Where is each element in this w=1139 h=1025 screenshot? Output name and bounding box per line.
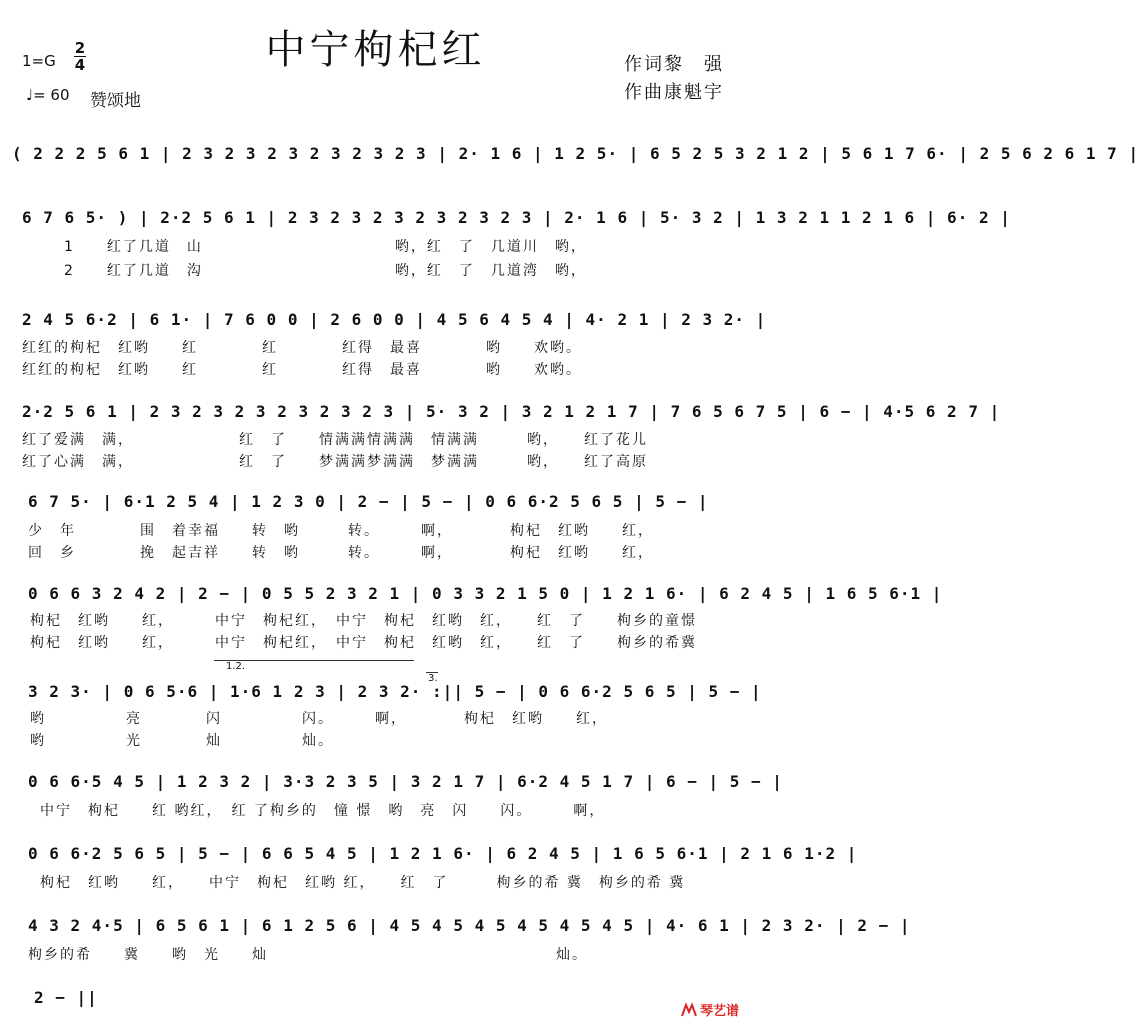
score-row-1-notes: ( 2 2 2 5 6 1 | 2 3 2 3 2 3 2 3 2 3 2 3 | 2· 1 6 | 1 2 5· | 6 5 2 5 3 2 1 2 | 5 6 1 7 6· | 2 5 6 2 6 1 7 |	[12, 144, 1139, 163]
score-row-5-notes: 6 7 5· | 6·1 2 5 4 | 1 2 3 0 | 2 − | 5 − | 0 6 6·2 5 6 5 | 5 − |	[28, 492, 709, 511]
time-top: 2	[74, 39, 86, 57]
score-row-4-lyrics-verse-1: 红了爱满 满， 红 了 情满满情满满 情满满 哟， 红了花儿	[22, 432, 648, 448]
score-row-2-lyrics-verse-2: 2 红了几道 沟 哟，红 了 几道湾 哟，	[64, 263, 587, 279]
lyricist-credit: 作词黎 强	[624, 54, 724, 75]
score-row-4-notes: 2·2 5 6 1 | 2 3 2 3 2 3 2 3 2 3 2 3 | 5· 3 2 | 3 2 1 2 1 7 | 7 6 5 6 7 5 | 6 − | 4·5 6 2 7 |	[22, 402, 1001, 421]
score-row-10-notes: 4 3 2 4·5 | 6 5 6 1 | 6 1 2 5 6 | 4 5 4 5 4 5 4 5 4 5 4 5 | 4· 6 1 | 2 3 2· | 2 − |	[28, 916, 911, 935]
score-row-7-notes: 3 2 3· | 0 6 5·6 | 1·6 1 2 3 | 2 3 2· :|| 5 − | 0 6 6·2 5 6 5 | 5 − |	[28, 682, 762, 701]
expression-mark: 赞颂地	[90, 91, 141, 111]
score-row-9-lyrics: 枸杞 红哟 红， 中宁 枸杞 红哟 红， 红 了 枸乡的希 冀 枸乡的希 冀	[40, 875, 686, 891]
composer-credit: 作曲康魁宇	[624, 82, 724, 103]
score-row-7-lyrics-verse-2: 哟 光 灿 灿。	[30, 733, 334, 749]
site-logo	[681, 1000, 739, 1019]
volta-second-label: 3.	[428, 673, 438, 684]
score-row-5-lyrics-verse-2: 回 乡 挽 起吉祥 转 哟 转。 啊， 枸杞 红哟 红，	[28, 545, 654, 561]
score-row-3-lyrics-verse-2: 红红的枸杞 红哟 红 红 红得 最喜 哟 欢哟。	[22, 362, 582, 378]
time-signature	[74, 40, 86, 73]
score-row-7-lyrics-verse-1: 哟 亮 闪 闪。 啊， 枸杞 红哟 红，	[30, 711, 608, 727]
score-row-8-lyrics: 中宁 枸杞 红 哟红， 红 了枸乡的 憧 憬 哟 亮 闪 闪。 啊，	[40, 803, 606, 819]
score-row-4-lyrics-verse-2: 红了心满 满， 红 了 梦满满梦满满 梦满满 哟， 红了高原	[22, 454, 648, 470]
score-row-10-lyrics: 枸乡的希 冀 哟 光 灿 灿。	[28, 947, 588, 963]
score-row-5-lyrics-verse-1: 少 年 围 着幸福 转 哟 转。 啊， 枸杞 红哟 红，	[28, 523, 654, 539]
logo-mark-icon	[681, 1003, 697, 1017]
page-title: 中宁枸杞红	[265, 27, 486, 73]
score-row-6-notes: 0 6 6 3 2 4 2 | 2 − | 0 5 5 2 3 2 1 | 0 3 3 2 1 5 0 | 1 2 1 6· | 6 2 4 5 | 1 6 5 6·1 |	[28, 584, 943, 603]
key-signature: 1=G	[22, 52, 56, 70]
logo-text: 琴艺谱	[699, 1004, 739, 1019]
score-row-6-lyrics-verse-2: 枸杞 红哟 红， 中宁 枸杞红， 中宁 枸杞 红哟 红， 红 了 枸乡的希冀	[30, 635, 697, 651]
score-row-6-lyrics-verse-1: 枸杞 红哟 红， 中宁 枸杞红， 中宁 枸杞 红哟 红， 红 了 枸乡的童憬	[30, 613, 697, 629]
score-row-2-notes: 6 7 6 5· ) | 2·2 5 6 1 | 2 3 2 3 2 3 2 3 2 3 2 3 | 2· 1 6 | 5· 3 2 | 1 3 2 1 1 2 1 6 | 6· 2 |	[22, 208, 1011, 227]
score-row-9-notes: 0 6 6·2 5 6 5 | 5 − | 6 6 5 4 5 | 1 2 1 6· | 6 2 4 5 | 1 6 5 6·1 | 2 1 6 1·2 |	[28, 844, 858, 863]
volta-first-label: 1.2.	[226, 661, 246, 672]
score-row-2-lyrics-verse-1: 1 红了几道 山 哟，红 了 几道川 哟，	[64, 239, 587, 255]
score-row-3-notes: 2 4 5 6·2 | 6 1· | 7 6 0 0 | 2 6 0 0 | 4 5 6 4 5 4 | 4· 2 1 | 2 3 2· |	[22, 310, 767, 329]
score-row-8-notes: 0 6 6·5 4 5 | 1 2 3 2 | 3·3 2 3 5 | 3 2 1 7 | 6·2 4 5 1 7 | 6 − | 5 − |	[28, 772, 783, 791]
score-row-3-lyrics-verse-1: 红红的枸杞 红哟 红 红 红得 最喜 哟 欢哟。	[22, 340, 582, 356]
time-bottom: 4	[74, 56, 86, 74]
score-row-11-notes: 2 − ||	[34, 988, 98, 1007]
tempo-mark: ♩= 60	[26, 86, 70, 104]
